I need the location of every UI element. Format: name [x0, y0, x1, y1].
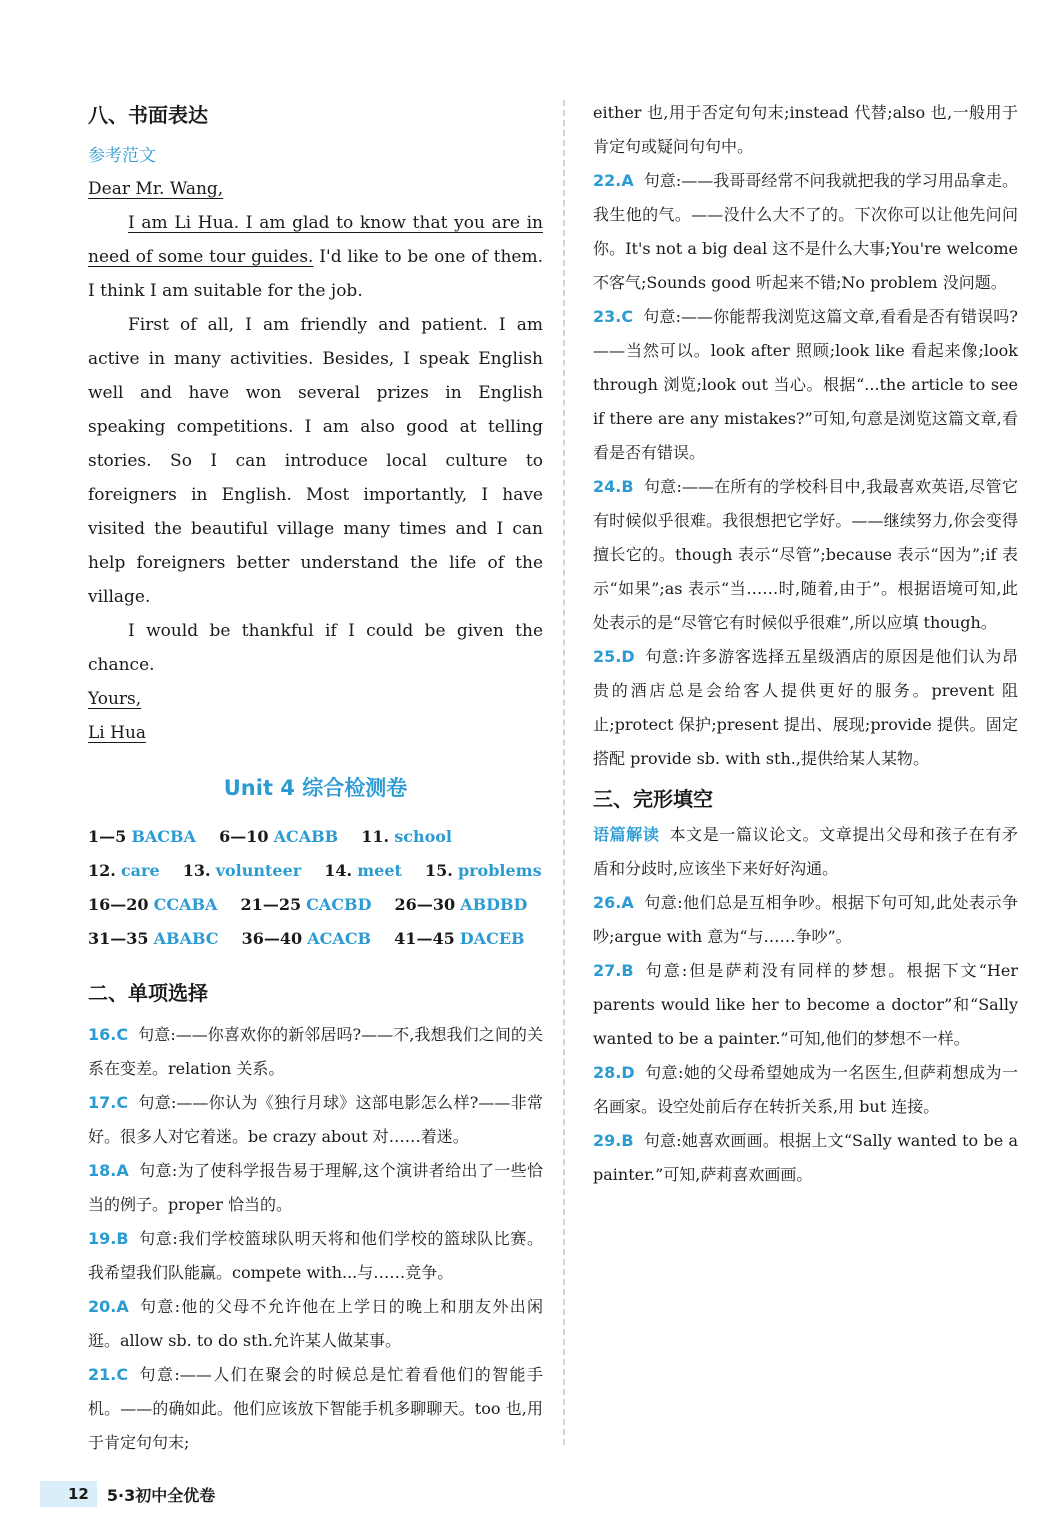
- continued-text: either 也,用于否定句句末;instead 代替;also 也,一般用于肯定句或疑问句句中。: [593, 103, 1018, 156]
- explanation-item: 23.C 句意:——你能帮我浏览这篇文章,看看是否有错误吗?——当然可以。look after 照顾;look like 看起来像;look through 浏览;look out 当心。根据“...the article to see if there are any mistakes?”可知,句意是浏览这篇文章,看看是否有错误。: [593, 307, 1018, 462]
- explanation-item: 27.B 句意:但是萨莉没有同样的梦想。根据下文“Her parents would like her to become a doctor”和“Sally wanted to be a painter.”可知,他们的梦想不一样。: [593, 961, 1018, 1048]
- salutation: Dear Mr. Wang,: [88, 179, 224, 199]
- cloze-explanations: [593, 818, 1018, 1192]
- explanation-item: 28.D 句意:她的父母希望她成为一名医生,但萨莉想成为一名画家。设空处前后存在转折关系,用 but 连接。: [593, 1063, 1018, 1116]
- explanation-item: 16.C 句意:——你喜欢你的新邻居吗?——不,我想我们之间的关系在变差。relation 关系。: [88, 1025, 543, 1078]
- explanation-item: 17.C 句意:——你认为《独行月球》这部电影怎么样?——非常好。很多人对它着迷。be crazy about 对……着迷。: [88, 1093, 543, 1146]
- right-column: [593, 96, 1018, 1192]
- page-number: 12: [40, 1481, 97, 1507]
- letter-paragraph-1: [88, 206, 543, 308]
- answer-row: 12. care 13. volunteer 14. meet 15. problems: [88, 861, 542, 880]
- section-3-title: 三、完形填空: [593, 787, 713, 811]
- explanation-item: 20.A 句意:他的父母不允许他在上学日的晚上和朋友外出闲逛。allow sb. to do sth.允许某人做某事。: [88, 1297, 543, 1350]
- letter-sentence: I'd like to be one of them. I think I am suitable for the job.: [88, 247, 543, 301]
- explanation-item: 21.C 句意:——人们在聚会的时候总是忙着看他们的智能手机。——的确如此。他们应该放下智能手机多聊聊天。too 也,用于肯定句句末;: [88, 1365, 543, 1452]
- explanation-item: 26.A 句意:他们总是互相争吵。根据下句可知,此处表示争吵;argue with 意为“与……争吵”。: [593, 893, 1018, 946]
- answer-row: 16—20 CCABA 21—25 CACBD 26—30 ABDBD: [88, 895, 528, 914]
- answer-key: [88, 820, 543, 956]
- signature: Li Hua: [88, 723, 147, 743]
- column-divider: [563, 100, 565, 1445]
- section-8-title: 八、书面表达: [88, 103, 208, 127]
- right-explanations: [593, 96, 1018, 776]
- letter-paragraph-2: First of all, I am friendly and patient. I am active in many activities. Besides, I speak English well and have won several prizes in English speaking competitions. I am also good at telling stories. So I can introduce local culture to foreigners in English. Most importantly, I have visited the beautiful village many times and I can help foreigners better understand the life of the village.: [88, 315, 543, 607]
- passage-analysis: 语篇解读 本文是一篇议论文。文章提出父母和孩子在有矛盾和分歧时,应该坐下来好好沟通。: [593, 825, 1018, 878]
- reference-label: 参考范文: [88, 146, 156, 166]
- answer-row: 1—5 BACBA 6—10 ACABB 11. school: [88, 827, 453, 846]
- left-column: [88, 100, 543, 1460]
- left-explanations: [88, 1018, 543, 1460]
- closing: Yours,: [88, 689, 142, 709]
- explanation-item: 29.B 句意:她喜欢画画。根据上文“Sally wanted to be a painter.”可知,萨莉喜欢画画。: [593, 1131, 1018, 1184]
- letter-underlined-sentence: I am Li Hua. I am glad to know that you are in need of some tour guides.: [88, 213, 543, 267]
- explanation-item: 24.B 句意:——在所有的学校科目中,我最喜欢英语,尽管它有时候似乎很难。我很想把它学好。——继续努力,你会变得擅长它的。though 表示“尽管”;because 表示“因为”;if 表示“如果”;as 表示“当……时,随着,由于”。根据语境可知,此处表示的是“尽管它有时候似乎很难”,所以应填 though。: [593, 477, 1018, 632]
- explanation-item: 22.A 句意:——我哥哥经常不问我就把我的学习用品拿走。我生他的气。——没什么大不了的。下次你可以让他先问问你。It's not a big deal 这不是什么大事;You're welcome 不客气;Sounds good 听起来不错;No problem 没问题。: [593, 171, 1018, 292]
- sample-letter: [88, 172, 543, 750]
- unit-title: Unit 4 综合检测卷: [223, 776, 408, 800]
- letter-paragraph-3: I would be thankful if I could be given the chance.: [88, 621, 543, 675]
- answer-row: 31—35 ABABC 36—40 ACACB 41—45 DACEB: [88, 929, 525, 948]
- explanation-item: 19.B 句意:我们学校篮球队明天将和他们学校的篮球队比赛。我希望我们队能赢。compete with...与……竞争。: [88, 1229, 543, 1282]
- page-footer: [40, 1476, 215, 1512]
- explanation-item: 25.D 句意:许多游客选择五星级酒店的原因是他们认为昂贵的酒店总是会给客人提供更好的服务。prevent 阻止;protect 保护;present 提出、展现;provide 提供。固定搭配 provide sb. with sth.,提供给某人某物。: [593, 647, 1018, 768]
- book-brand: 5·3初中全优卷: [106, 1485, 216, 1505]
- section-2-title: 二、单项选择: [88, 981, 208, 1005]
- explanation-item: 18.A 句意:为了使科学报告易于理解,这个演讲者给出了一些恰当的例子。proper 恰当的。: [88, 1161, 543, 1214]
